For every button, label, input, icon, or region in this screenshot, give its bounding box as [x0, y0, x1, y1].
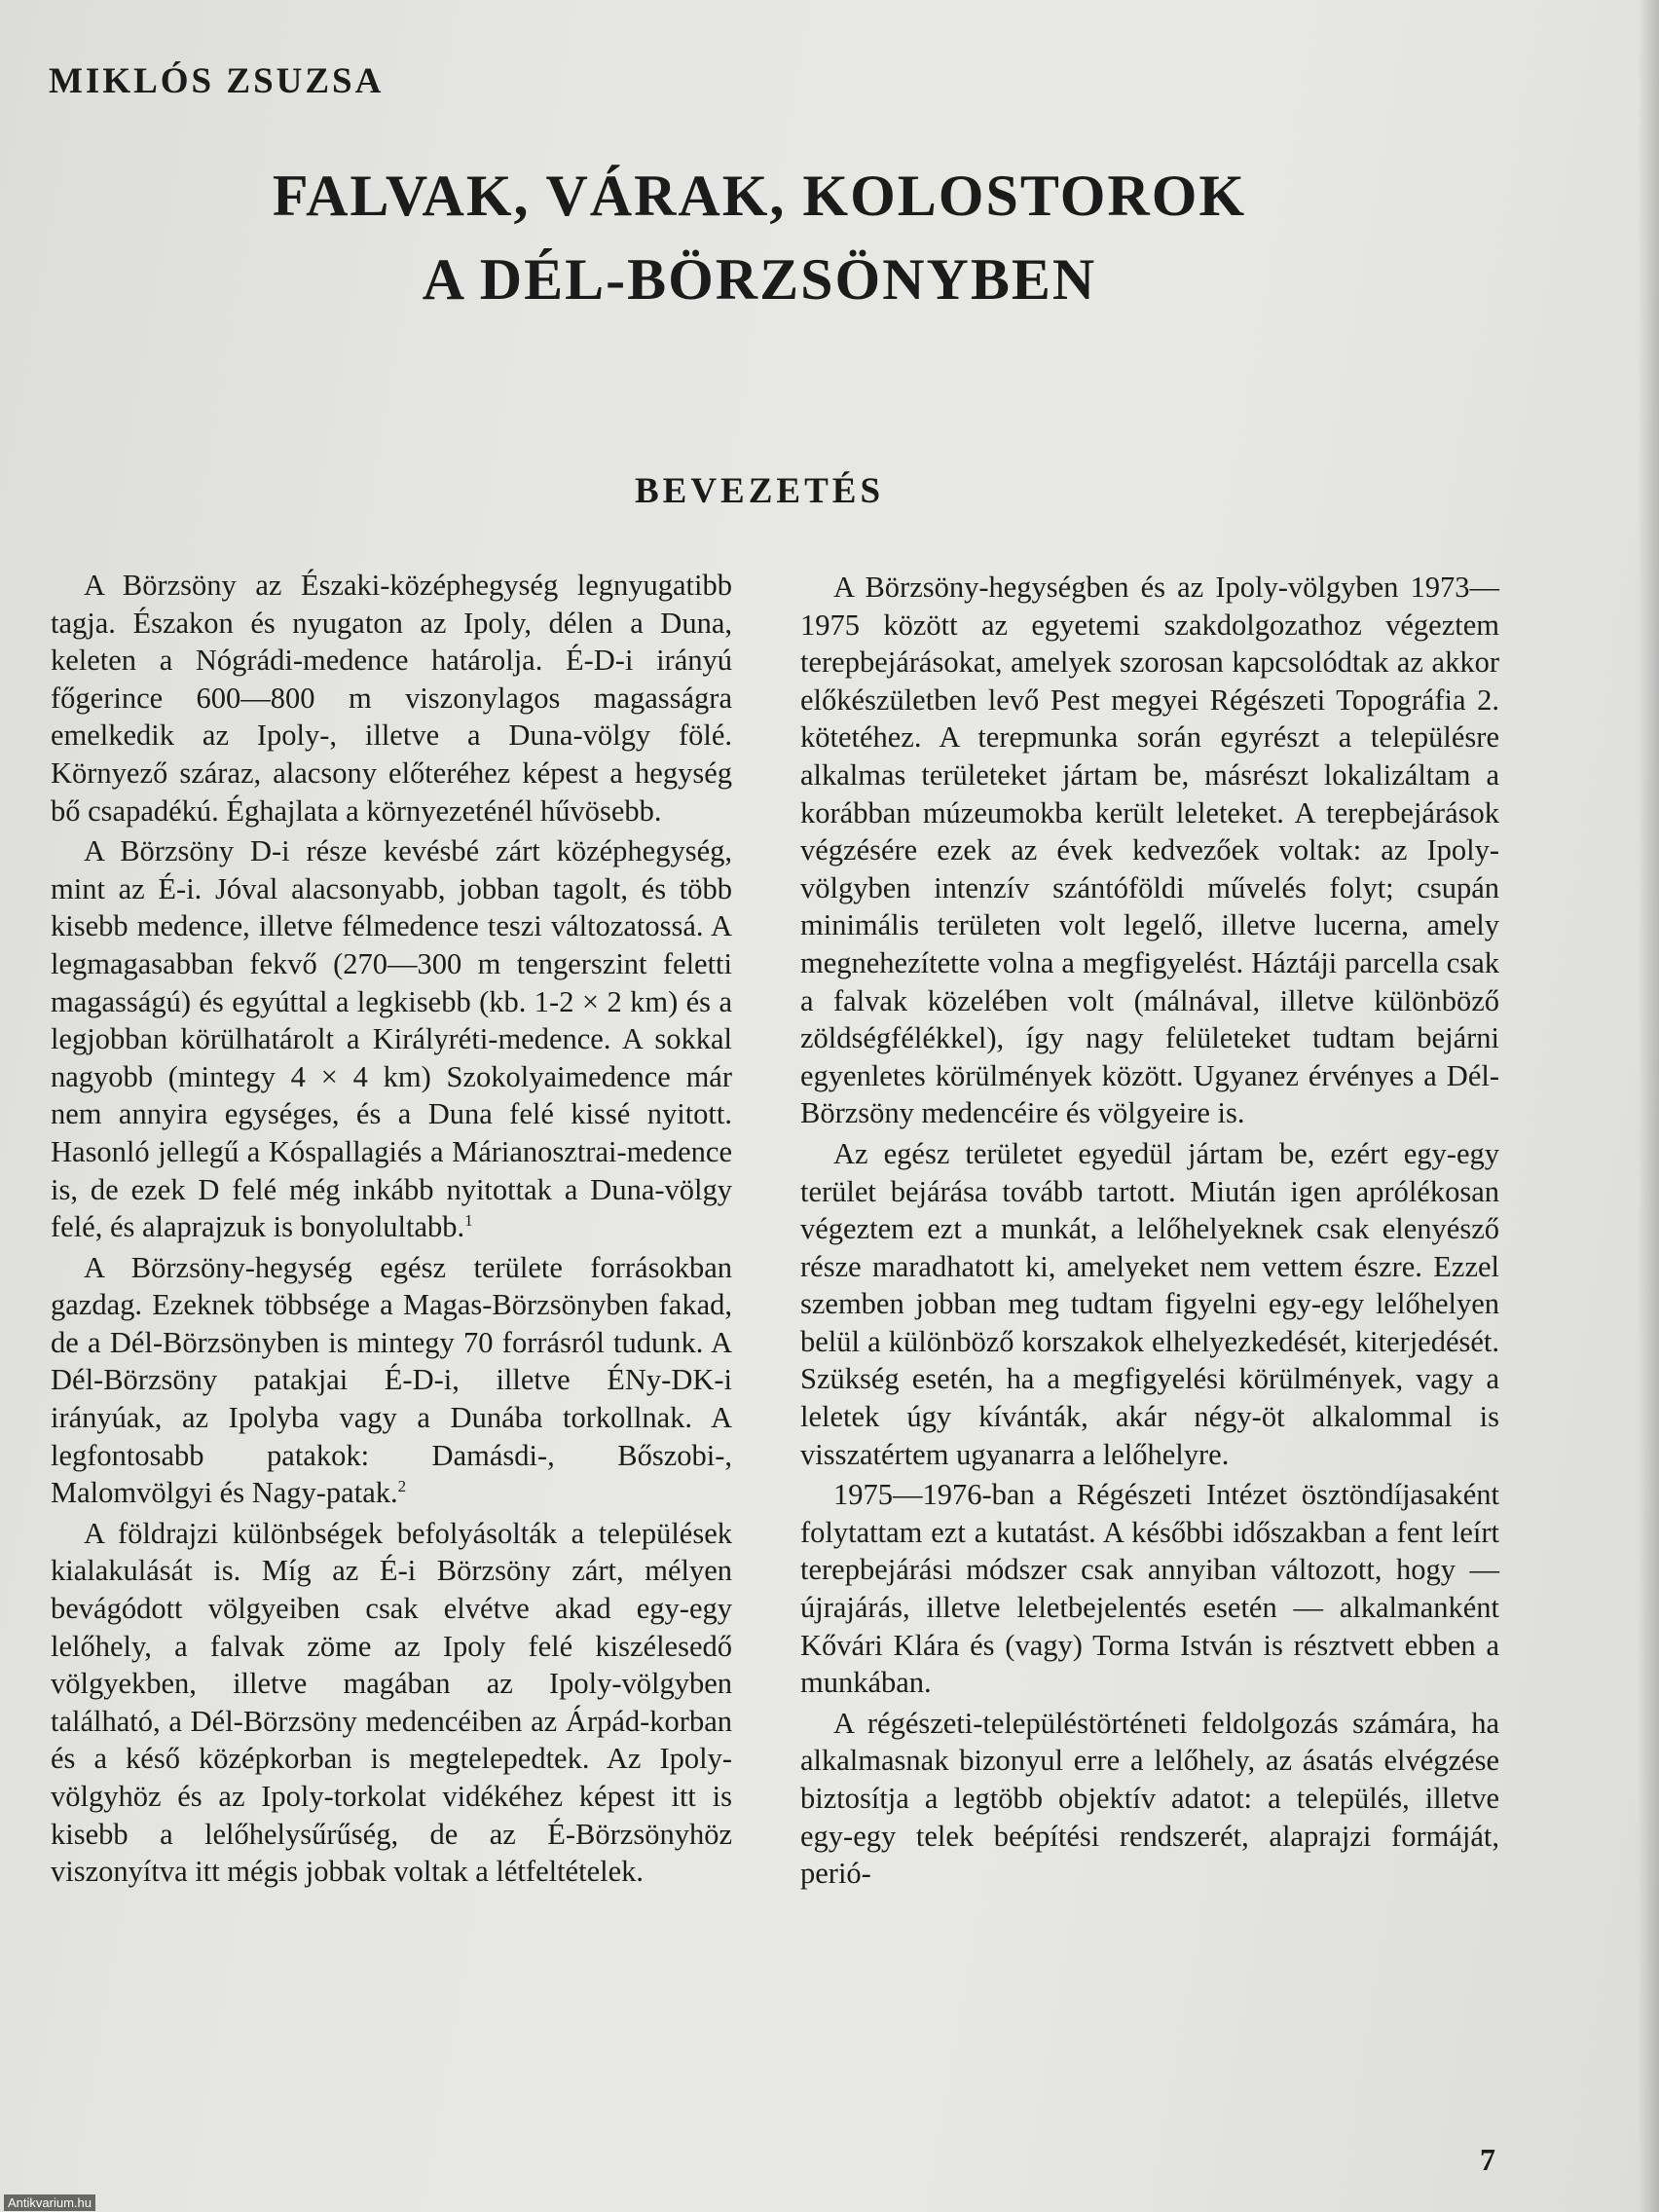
paragraph: Az egész területet egyedül jártam be, ezért egy-egy terület bejárása tovább tartott. Miután igen aprólékosan végeztem ezt a munkát, a lelőhelyeknek csak elenyésző része maradhatott ki, amelyeket nem vettem észre. Ezzel szemben jobban meg tudtam figyelni egy-egy lelőhelyen belül a különböző korszakok elhelyezkedését, kiterjedését. Szükség esetén, ha a megfigyelési körülmények, vagy a leletek úgy kívánták, akár négy-öt alkalommal is visszatértem ugyanarra a lelőhelyre. [800, 1136, 1499, 1471]
paragraph: A földrajzi különbségek befolyásolták a települések kialakulását is. Míg az É-i Börzsöny zárt, mélyen bevágódott völgyeiben csak elvétve akad egy-egy lelőhely, a falvak zöme az Ipoly felé kiszélesedő völgyekben, illetve magában az Ipoly-völgyben található, a Dél-Börzsöny medencéiben az Árpád-korban és a késő középkorban is megtelepedtek. Az Ipoly-völgyhöz és az Ipoly-torkolat vidékéhez képest itt is kisebb a lelőhelysűrűség, de az É-Börzsönyhöz viszonyítva itt mégis jobbak voltak a létfeltételek. [51, 1516, 732, 1889]
paragraph: A régészeti-településtörténeti feldolgozás számára, ha alkalmasnak bizonyul erre a lelőhely, az ásatás elvégzése biztosítja a legtöbb objektív adatot: a település, illetve egy-egy telek beépítési rendszerét, alaprajzi formáját, perió- [800, 1706, 1499, 1891]
title-line-2: A DÉL-BÖRZSÖNYBEN [422, 247, 1097, 312]
paragraph-text: A Börzsöny D-i része kevésbé zárt középhegység, mint az É-i. Jóval alacsonyabb, jobban tagolt, és több kisebb medence, illetve félmedence teszi változatossá. A legmagasabban fekvő (270—300 m tengerszint feletti magasságú) és egyúttal a legkisebb (kb. 1-2 × 2 km) és a legjobban körülhatárolt a Királyréti-medence. A sokkal nagyobb (mintegy 4 × 4 km) Szokolyaimedence már nem annyira egységes, és a Duna felé kissé nyitott. Hasonló jellegű a Kóspallagiés a Márianosztrai-medence is, de ezek D felé még inkább nyitottak a Duna-völgy felé, és alaprajzuk is bonyolultabb. [51, 834, 732, 1244]
page-number: 7 [1480, 2142, 1495, 2177]
paragraph [51, 832, 732, 1246]
author-name: MIKLÓS ZSUZSA [49, 61, 385, 101]
title-line-1: FALVAK, VÁRAK, KOLOSTOROK [272, 164, 1247, 228]
paragraph: 1975—1976-ban a Régészeti Intézet ösztöndíjasaként folytattam ezt a kutatást. A későbbi időszakban a fent leírt terepbejárási módszer csak annyiban változott, hogy — újrajárás, illetve leletbejelentés esetén — alkalmanként Kővári Klára és (vagy) Torma István is résztvett ebben a munkában. [800, 1478, 1499, 1700]
paragraph-text: A Börzsöny-hegység egész területe forrásokban gazdag. Ezeknek többsége a Magas-Börzsönyben fakad, de a Dél-Börzsönyben is mintegy 70 forrásról tudunk. A Dél-Börzsöny patakjai É-D-i, illetve ÉNy-DK-i irányúak, az Ipolyba vagy a Dunába torkollnak. A legfontosabb patakok: Damásdi-, Bőszobi-, Malomvölgyi és Nagy-patak. [51, 1250, 732, 1510]
left-column [51, 567, 732, 1891]
article-title [156, 154, 1363, 321]
paragraph: A Börzsöny az Északi-középhegység legnyugatibb tagja. Északon és nyugaton az Ipoly, délen a Duna, keleten a Nógrádi-medence határolja. É-D-i irányú főgerince 600—800 m viszonylagos magasságra emelkedik az Ipoly-, illetve a Duna-völgy fölé. Környező száraz, alacsony előteréhez képest a hegység bő csapadékú. Éghajlata a környezeténél hűvösebb. [51, 569, 732, 828]
paragraph [51, 1249, 732, 1512]
footnote-ref: 2 [397, 1477, 407, 1496]
spine-shadow [1638, 0, 1659, 2212]
footnote-ref: 1 [464, 1210, 473, 1230]
right-column [800, 569, 1499, 1893]
paragraph: A Börzsöny-hegységben és az Ipoly-völgyben 1973—1975 között az egyetemi szakdolgozathoz végeztem terepbejárásokat, amelyek szorosan kapcsolódtak az akkor előkészületben levő Pest megyei Régészeti Topográfia 2. kötetéhez. A terepmunka során egyrészt a településre alkalmas területeket jártam be, másrészt lokalizáltam a korábban múzeumokba került leleteket. A terepbejárások végzésére ezek az évek kedvezőek voltak: az Ipoly-völgyben intenzív szántóföldi művelés folyt; csupán minimális területen volt legelő, illetve lucerna, amely megnehezítette volna a megfigyelést. Háztáji parcella csak a falvak közelében volt (málnával, illetve különböző zöldségfélékkel), így nagy felületeket tudtam bejárni egyenletes körülmények között. Ugyanez érvényes a Dél-Börzsöny medencéire és völgyeire is. [800, 571, 1499, 1130]
watermark: Antikvarium.hu [4, 2194, 95, 2211]
section-heading: BEVEZETÉS [634, 471, 885, 511]
